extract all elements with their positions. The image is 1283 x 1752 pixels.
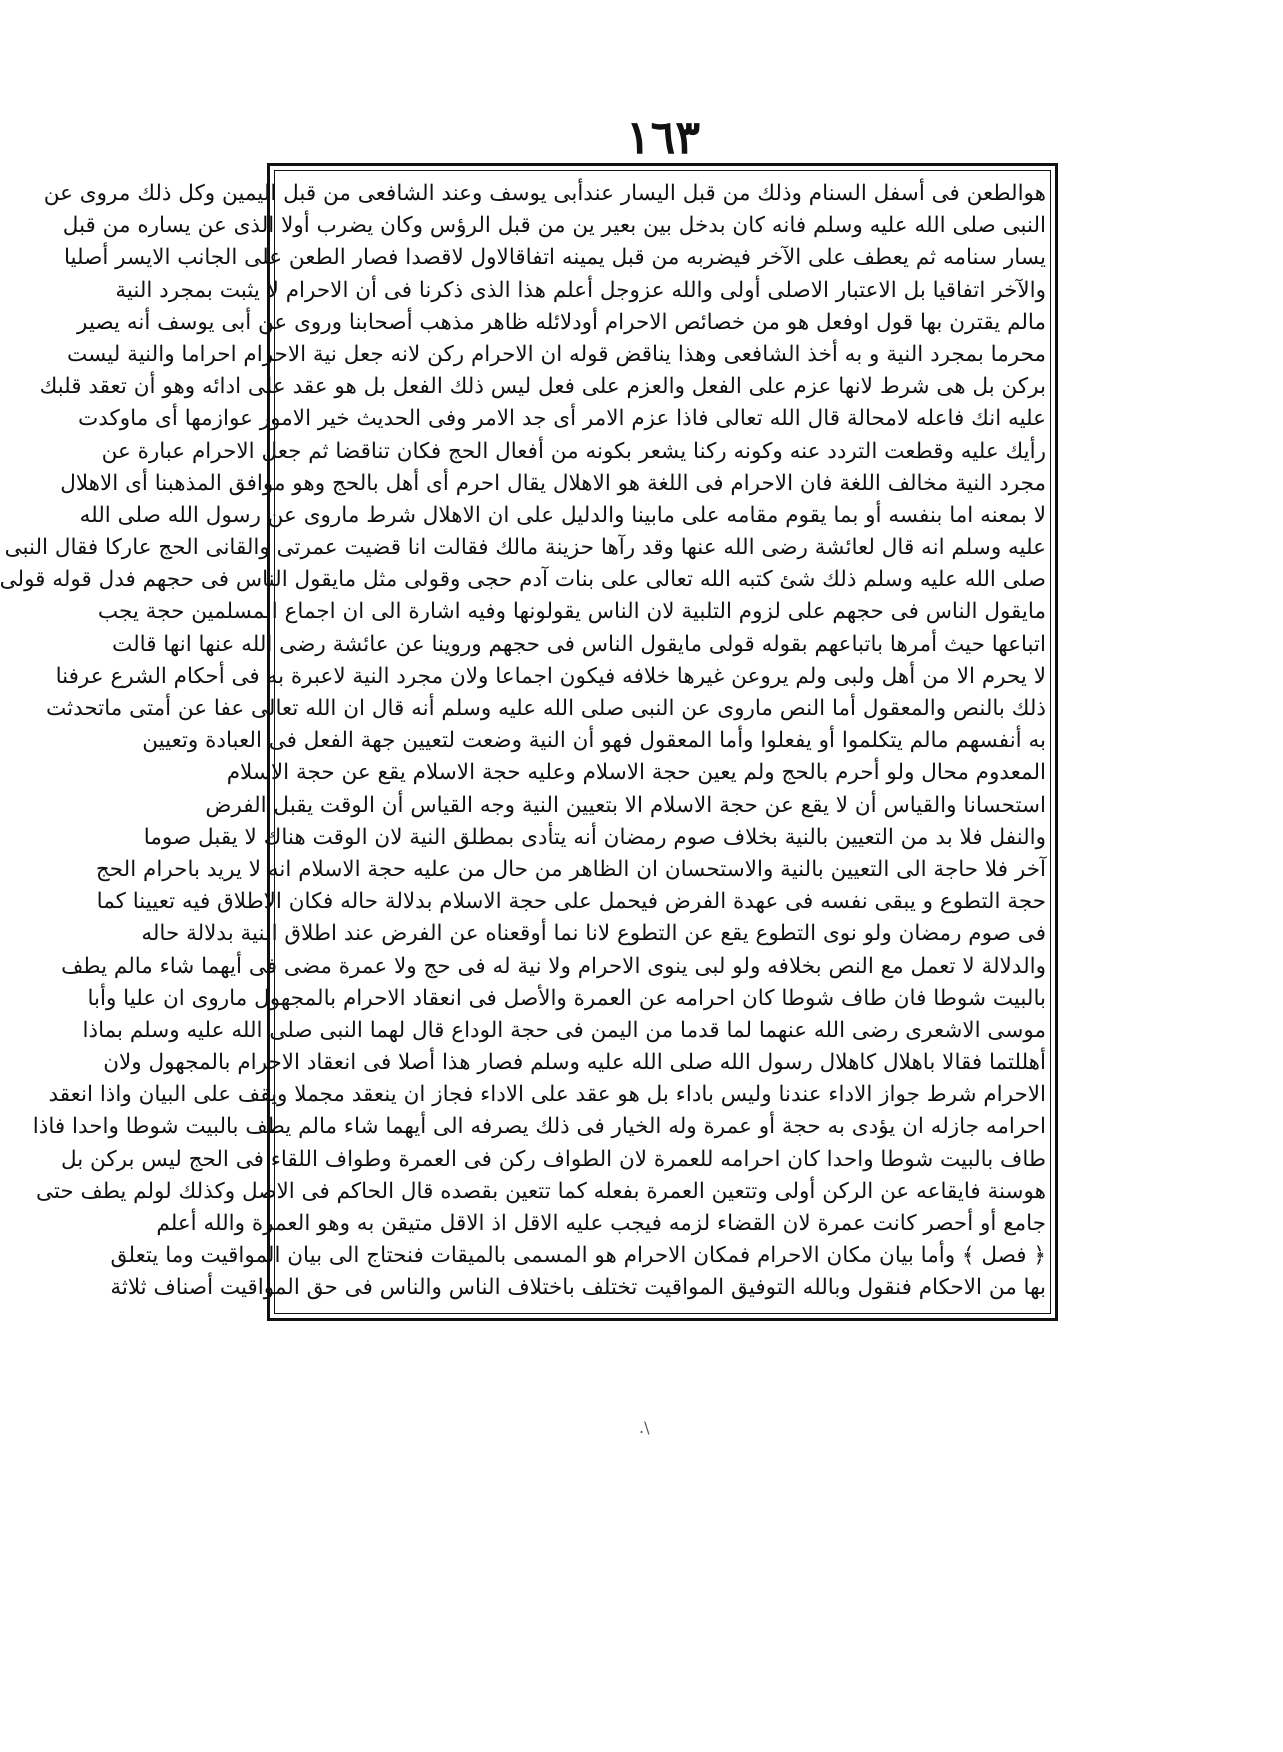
text-line: لا بمعنه اما بنفسه أو بما يقوم مقامه على مابينا والدليل على ان الاهلال شرط ماروى عن رسول الله صلى الله bbox=[79, 502, 1046, 528]
text-line: استحسانا والقياس أن لا يقع عن حجة الاسلام الا بتعيين النية وجه القياس أن الوقت يقبل الفرض bbox=[205, 792, 1046, 818]
text-line: فى صوم رمضان ولو نوى التطوع يقع عن التطوع لانا نما أوقعناه عن الفرض عند اطلاق النية بدلالة حاله bbox=[141, 921, 1046, 947]
text-line: بالبيت شوطا فان طاف شوطا كان احرامه عن العمرة والأصل فى انعقاد الاحرام بالمجهول ماروى ان عليا وأبا bbox=[87, 985, 1046, 1011]
text-line: أهللتما فقالا باهلال كاهلال رسول الله صلى الله عليه وسلم فصار هذا أصلا فى انعقاد الاحرام بالمجهول ولان bbox=[103, 1050, 1046, 1076]
text-line: احرامه جازله ان يؤدى به حجة أو عمرة وله الخيار فى ذلك يصرفه الى أيهما شاء مالم يطف بالبيت شوطا واحدا فاذا bbox=[32, 1114, 1046, 1140]
text-line: المعدوم محال ولو أحرم بالحج ولم يعين حجة الاسلام وعليه حجة الاسلام يقع عن حجة الاسلام bbox=[226, 760, 1046, 786]
text-line: بركن بل هى شرط لانها عزم على الفعل والعزم على فعل ليس ذلك الفعل بل هو عقد على ادائه وهو أن تعقد قلبك bbox=[39, 374, 1046, 400]
text-line: رأيك عليه وقطعت التردد عنه وكونه ركنا يشعر بكونه من أفعال الحج فكان تناقضا ثم جعل الاحرام عبارة عن bbox=[101, 438, 1046, 464]
text-line: الاحرام شرط جواز الاداء عندنا وليس باداء بل هو عقد على الاداء فجاز ان ينعقد مجملا ويقف على البيان واذا انعقد bbox=[48, 1082, 1046, 1108]
text-line: طاف بالبيت شوطا واحدا كان احرامه للعمرة لان الطواف ركن فى العمرة وطواف اللقاء فى الحج ليس بركن بل bbox=[60, 1146, 1046, 1172]
text-line: ﴿ فصل ﴾ وأما بيان مكان الاحرام فمكان الاحرام هو المسمى بالميقات فنحتاج الى بيان المواقيت وما يتعلق bbox=[110, 1243, 1046, 1269]
text-line: آخر فلا حاجة الى التعيين بالنية والاستحسان ان الظاهر من حال من عليه حجة الاسلام انه لا يريد باحرام الحج bbox=[95, 856, 1046, 882]
text-line: جامع أو أحصر كانت عمرة لان القضاء لزمه فيجب عليه الاقل اذ الاقل متيقن به وهو العمرة والله أعلم bbox=[156, 1211, 1046, 1236]
text-line: لا يحرم الا من أهل ولبى ولم يروعن غيرها خلافه فيكون اجماعا ولان مجرد النية لاعبرة به فى أحكام الشرع عرفنا bbox=[55, 663, 1046, 689]
text-line: مجرد النية مخالف اللغة فان الاحرام فى اللغة هو الاهلال يقال احرم أى أهل بالحج وهو موافق المذهبنا أى الاهلال bbox=[60, 470, 1046, 496]
text-line: عليه وسلم انه قال لعائشة رضى الله عنها وقد رآها حزينة مالك فقالت انا قضيت عمرتى والقانى الحج عاركا فقال النبى bbox=[4, 535, 1046, 561]
text-line: حجة التطوع و يبقى نفسه فى عهدة الفرض فيحمل على حجة الاسلام بدلالة حاله فكان الاطلاق فيه تعيينا كما bbox=[96, 889, 1046, 915]
text-line: صلى الله عليه وسلم ذلك شئ كتبه الله تعالى على بنات آدم حجى وقولى مثل مايقول الناس فى حجهم فدل قوله قولى bbox=[0, 567, 1046, 593]
page-number: ١٦٣ bbox=[625, 110, 701, 164]
text-line: النبى صلى الله عليه وسلم فانه كان بدخل بين بعير ين من قبل الرؤس وكان يضرب أولا الذى عن يساره من قبل bbox=[62, 213, 1046, 239]
text-line: موسى الاشعرى رضى الله عنهما لما قدما من اليمن فى حجة الوداع قال لهما النبى صلى الله عليه وسلم بماذا bbox=[82, 1017, 1046, 1043]
text-line: والدلالة لا تعمل مع النص بخلافه ولو لبى ينوى الاحرام ولا نية له فى حج ولا عمرة مضى فى أيهما شاء مالم يطف bbox=[61, 953, 1046, 979]
text-line: ذلك بالنص والمعقول أما النص ماروى عن النبى صلى الله عليه وسلم أنه قال ان الله تعالى عفا عن أمتى ماتحدثت bbox=[46, 696, 1046, 721]
text-line: اتباعها حيث أمرها باتباعهم بقوله قولى مايقول الناس فى حجهم وروينا عن عائشة رضى الله عنها انها قالت bbox=[111, 631, 1046, 657]
text-body bbox=[0, 178, 1046, 1306]
text-line: هوالطعن فى أسفل السنام وذلك من قبل اليسار عندأبى يوسف وعند الشافعى من قبل اليمين وكل ذلك مروى عن bbox=[43, 181, 1046, 206]
text-line: هوسنة فايقاعه عن الركن أولى وتتعين العمرة بفعله كما تتعين بقصده قال الحاكم فى الاصل وكذلك لولم يطف حتى bbox=[35, 1178, 1046, 1204]
text-line: بها من الاحكام فنقول وبالله التوفيق المواقيت تختلف باختلاف الناس والناس فى حق المواقيت أصناف ثلاثة bbox=[110, 1275, 1046, 1301]
text-line: يسار سنامه ثم يعطف على الآخر فيضربه من قبل يمينه اتفاقالاول لاقصدا فصار الطعن على الجانب الايسر أصليا bbox=[63, 245, 1046, 271]
text-line: والآخر اتفاقيا بل الاعتبار الاصلى أولى والله عزوجل أعلم هذا الذى ذكرنا فى أن الاحرام لا يثبت بمجرد النية bbox=[115, 277, 1046, 303]
text-line: مالم يقترن بها قول اوفعل هو من خصائص الاحرام أودلائله ظاهر مذهب أصحابنا وروى عن أبى يوسف أنه يصير bbox=[77, 309, 1046, 335]
text-line: به أنفسهم مالم يتكلموا أو يفعلوا وأما المعقول فهو أن النية وضعت لتعيين جهة الفعل فى العبادة وتعيين bbox=[142, 728, 1046, 754]
text-line: مايقول الناس فى حجهم على لزوم التلبية لان الناس يقولونها وفيه اشارة الى ان اجماع المسلمين حجة يجب bbox=[97, 599, 1046, 625]
text-line: عليه انك فاعله لامحالة قال الله تعالى فاذا عزم الامر أى جد الامر وفى الحديث خير الامور عوازمها أى ماوكدت bbox=[78, 406, 1046, 432]
text-line: والنفل فلا بد من التعيين بالنية بخلاف صوم رمضان أنه يتأدى بمطلق النية لان الوقت هناك لا يقبل صوما bbox=[143, 824, 1046, 850]
stray-mark: \. bbox=[639, 1418, 650, 1437]
text-line: محرما بمجرد النية و به أخذ الشافعى وهذا يناقض قوله ان الاحرام ركن لانه جعل نية الاحرام احراما والنية ليست bbox=[67, 341, 1046, 367]
